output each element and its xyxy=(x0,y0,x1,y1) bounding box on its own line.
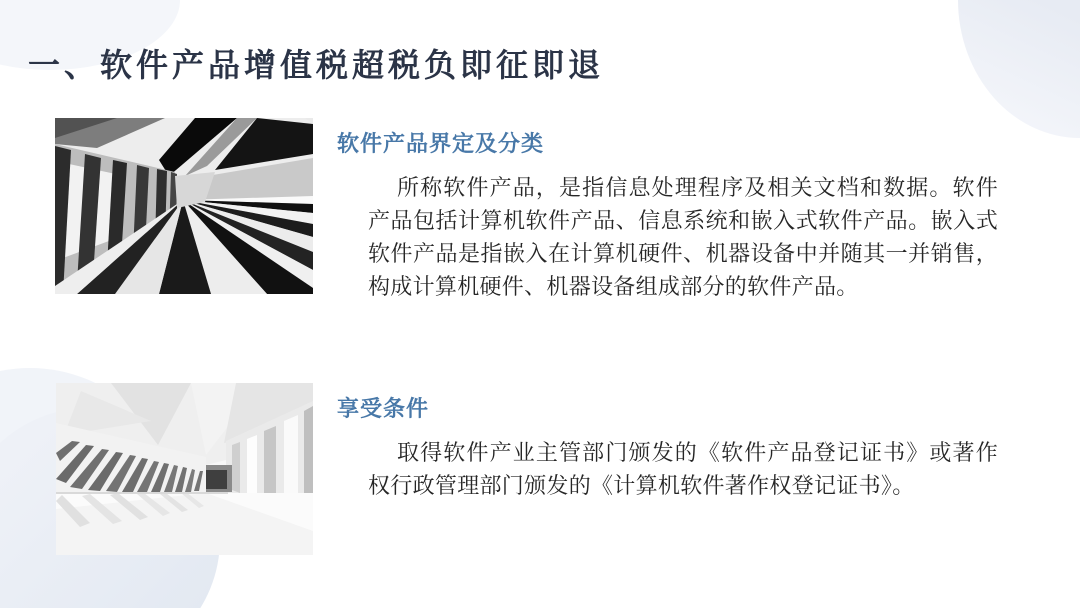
dark-corridor-illustration xyxy=(55,118,313,294)
dark-corridor-photo xyxy=(55,118,313,294)
corner-decoration-top-right xyxy=(958,0,1080,138)
section-definition-heading: 软件产品界定及分类 xyxy=(337,131,545,156)
white-hall-photo xyxy=(56,383,313,555)
slide-title: 一、软件产品增值税超税负即征即退 xyxy=(28,47,605,83)
section-definition xyxy=(337,130,1002,303)
section-conditions xyxy=(337,395,1002,502)
section-conditions-body: 取得软件产业主管部门颁发的《软件产品登记证书》或著作权行政管理部门颁发的《计算机软件著作权登记证书》。 xyxy=(368,440,998,498)
white-hall-illustration xyxy=(56,383,313,555)
section-definition-body: 所称软件产品，是指信息处理程序及相关文档和数据。软件产品包括计算机软件产品、信息系统和嵌入式软件产品。嵌入式软件产品是指嵌入在计算机硬件、机器设备中并随其一并销售，构成计算机硬件、机器设备组成部分的软件产品。 xyxy=(368,175,998,299)
section-conditions-heading: 享受条件 xyxy=(337,396,430,421)
